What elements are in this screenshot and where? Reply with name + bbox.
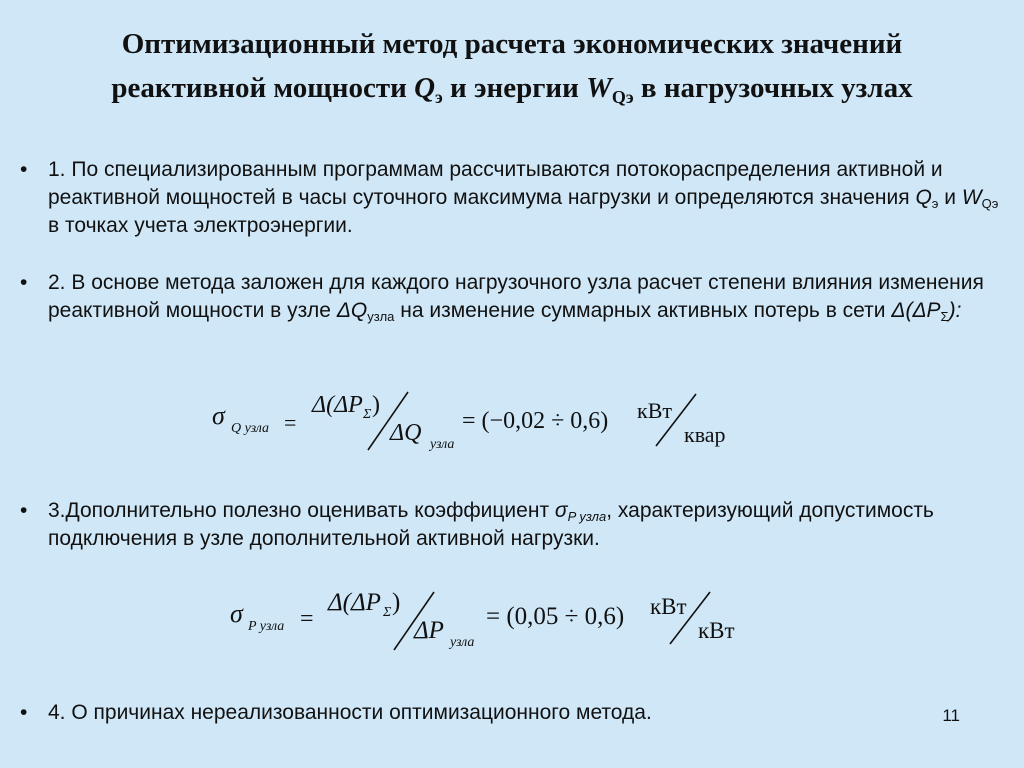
formula-numerator: Δ(ΔP (328, 589, 381, 616)
bullet-text (48, 497, 1000, 553)
slide-title (0, 22, 1024, 110)
symbol-sub: э (931, 196, 939, 211)
formula-sigma-q (200, 378, 760, 458)
title-line-1: Оптимизационный метод расчета экономических значений (121, 28, 903, 60)
bullet-marker: • (20, 499, 28, 522)
symbol-sub: узла (367, 309, 395, 324)
bullet-marker: • (20, 701, 28, 724)
text-run: 2. В основе метода заложен для каждого нагрузочного узла расчет степени влияния изменения реактивной мощности в узле (48, 271, 984, 322)
formula-denominator-sub: узла (450, 635, 475, 650)
title-text: и энергии (442, 72, 587, 104)
bullet-item-1 (20, 156, 1000, 240)
bullet-text (48, 269, 1000, 325)
title-symbol-q-sub: э (435, 87, 443, 107)
symbol-dp: Δ(ΔP (891, 299, 941, 322)
formula-equals: = (284, 410, 297, 435)
slide-number: 11 (942, 706, 960, 725)
formula-unit-numerator: кВт (650, 594, 687, 619)
formula-unit-denominator: кВт (698, 618, 735, 643)
formula-numerator-close: ) (372, 392, 380, 418)
symbol-dq: ΔQ (336, 299, 368, 322)
formula-numerator-sub: Σ (383, 605, 392, 620)
symbol-sub: Σ (940, 309, 949, 324)
title-symbol-q: Q (414, 72, 436, 104)
text-run: 1. По специализированным программам рассчитываются потокораспределения активной и реактивной мощностей в часы суточного максимума нагрузки и определяются значения (48, 158, 943, 209)
formula-rhs: = (−0,02 ÷ 0,6) (462, 408, 609, 434)
formula-rhs: = (0,05 ÷ 0,6) (486, 603, 625, 630)
symbol-sub: P узла (567, 509, 607, 524)
formula-lhs: σ (212, 401, 225, 430)
formula-lhs: σ (230, 599, 243, 628)
text-run: на изменение суммарных активных потерь в сети (394, 299, 892, 322)
formula-numerator-sub: Σ (363, 407, 372, 422)
text-run: и (938, 186, 962, 209)
symbol-q: Q (915, 186, 932, 209)
title-line-2 (0, 66, 1024, 110)
bullet-item-2 (20, 269, 1000, 325)
symbol-sub: Qэ (981, 196, 999, 211)
bullet-marker: • (20, 158, 28, 181)
title-symbol-w-sub: Qэ (611, 87, 634, 107)
bullet-marker: • (20, 271, 28, 294)
formula-lhs-sub: Q узла (231, 421, 270, 436)
formula-numerator: Δ(ΔP (312, 392, 363, 418)
formula-unit-numerator: кВт (637, 398, 672, 423)
text-run: в точках учета электроэнергии. (48, 214, 353, 237)
text-run: , характеризующий допустимость подключения в узле дополнительной активной нагрузки. (48, 499, 934, 550)
text-run: ): (948, 299, 962, 322)
title-text: реактивной мощности (111, 72, 415, 104)
formula-equals: = (300, 606, 314, 632)
formula-denominator: ΔP (414, 617, 444, 644)
symbol-sigma: σ (554, 499, 568, 522)
symbol-w: W (961, 186, 982, 209)
formula-lhs-sub: P узла (248, 619, 285, 634)
formula-denominator-sub: узла (430, 437, 455, 452)
title-symbol-w: W (586, 72, 612, 104)
text-run: 3.Дополнительно полезно оценивать коэффициент (48, 499, 555, 522)
formula-numerator-close: ) (392, 589, 401, 616)
title-text: в нагрузочных узлах (633, 72, 913, 104)
bullet-item-4 (20, 699, 1000, 727)
formula-denominator: ΔQ (390, 420, 422, 446)
bullet-text (48, 156, 1000, 240)
bullet-text: 4. О причинах нереализованности оптимизационного метода. (48, 701, 652, 724)
formula-sigma-p (216, 580, 776, 660)
bullet-item-3 (20, 497, 1000, 553)
formula-unit-denominator: квар (684, 422, 726, 447)
